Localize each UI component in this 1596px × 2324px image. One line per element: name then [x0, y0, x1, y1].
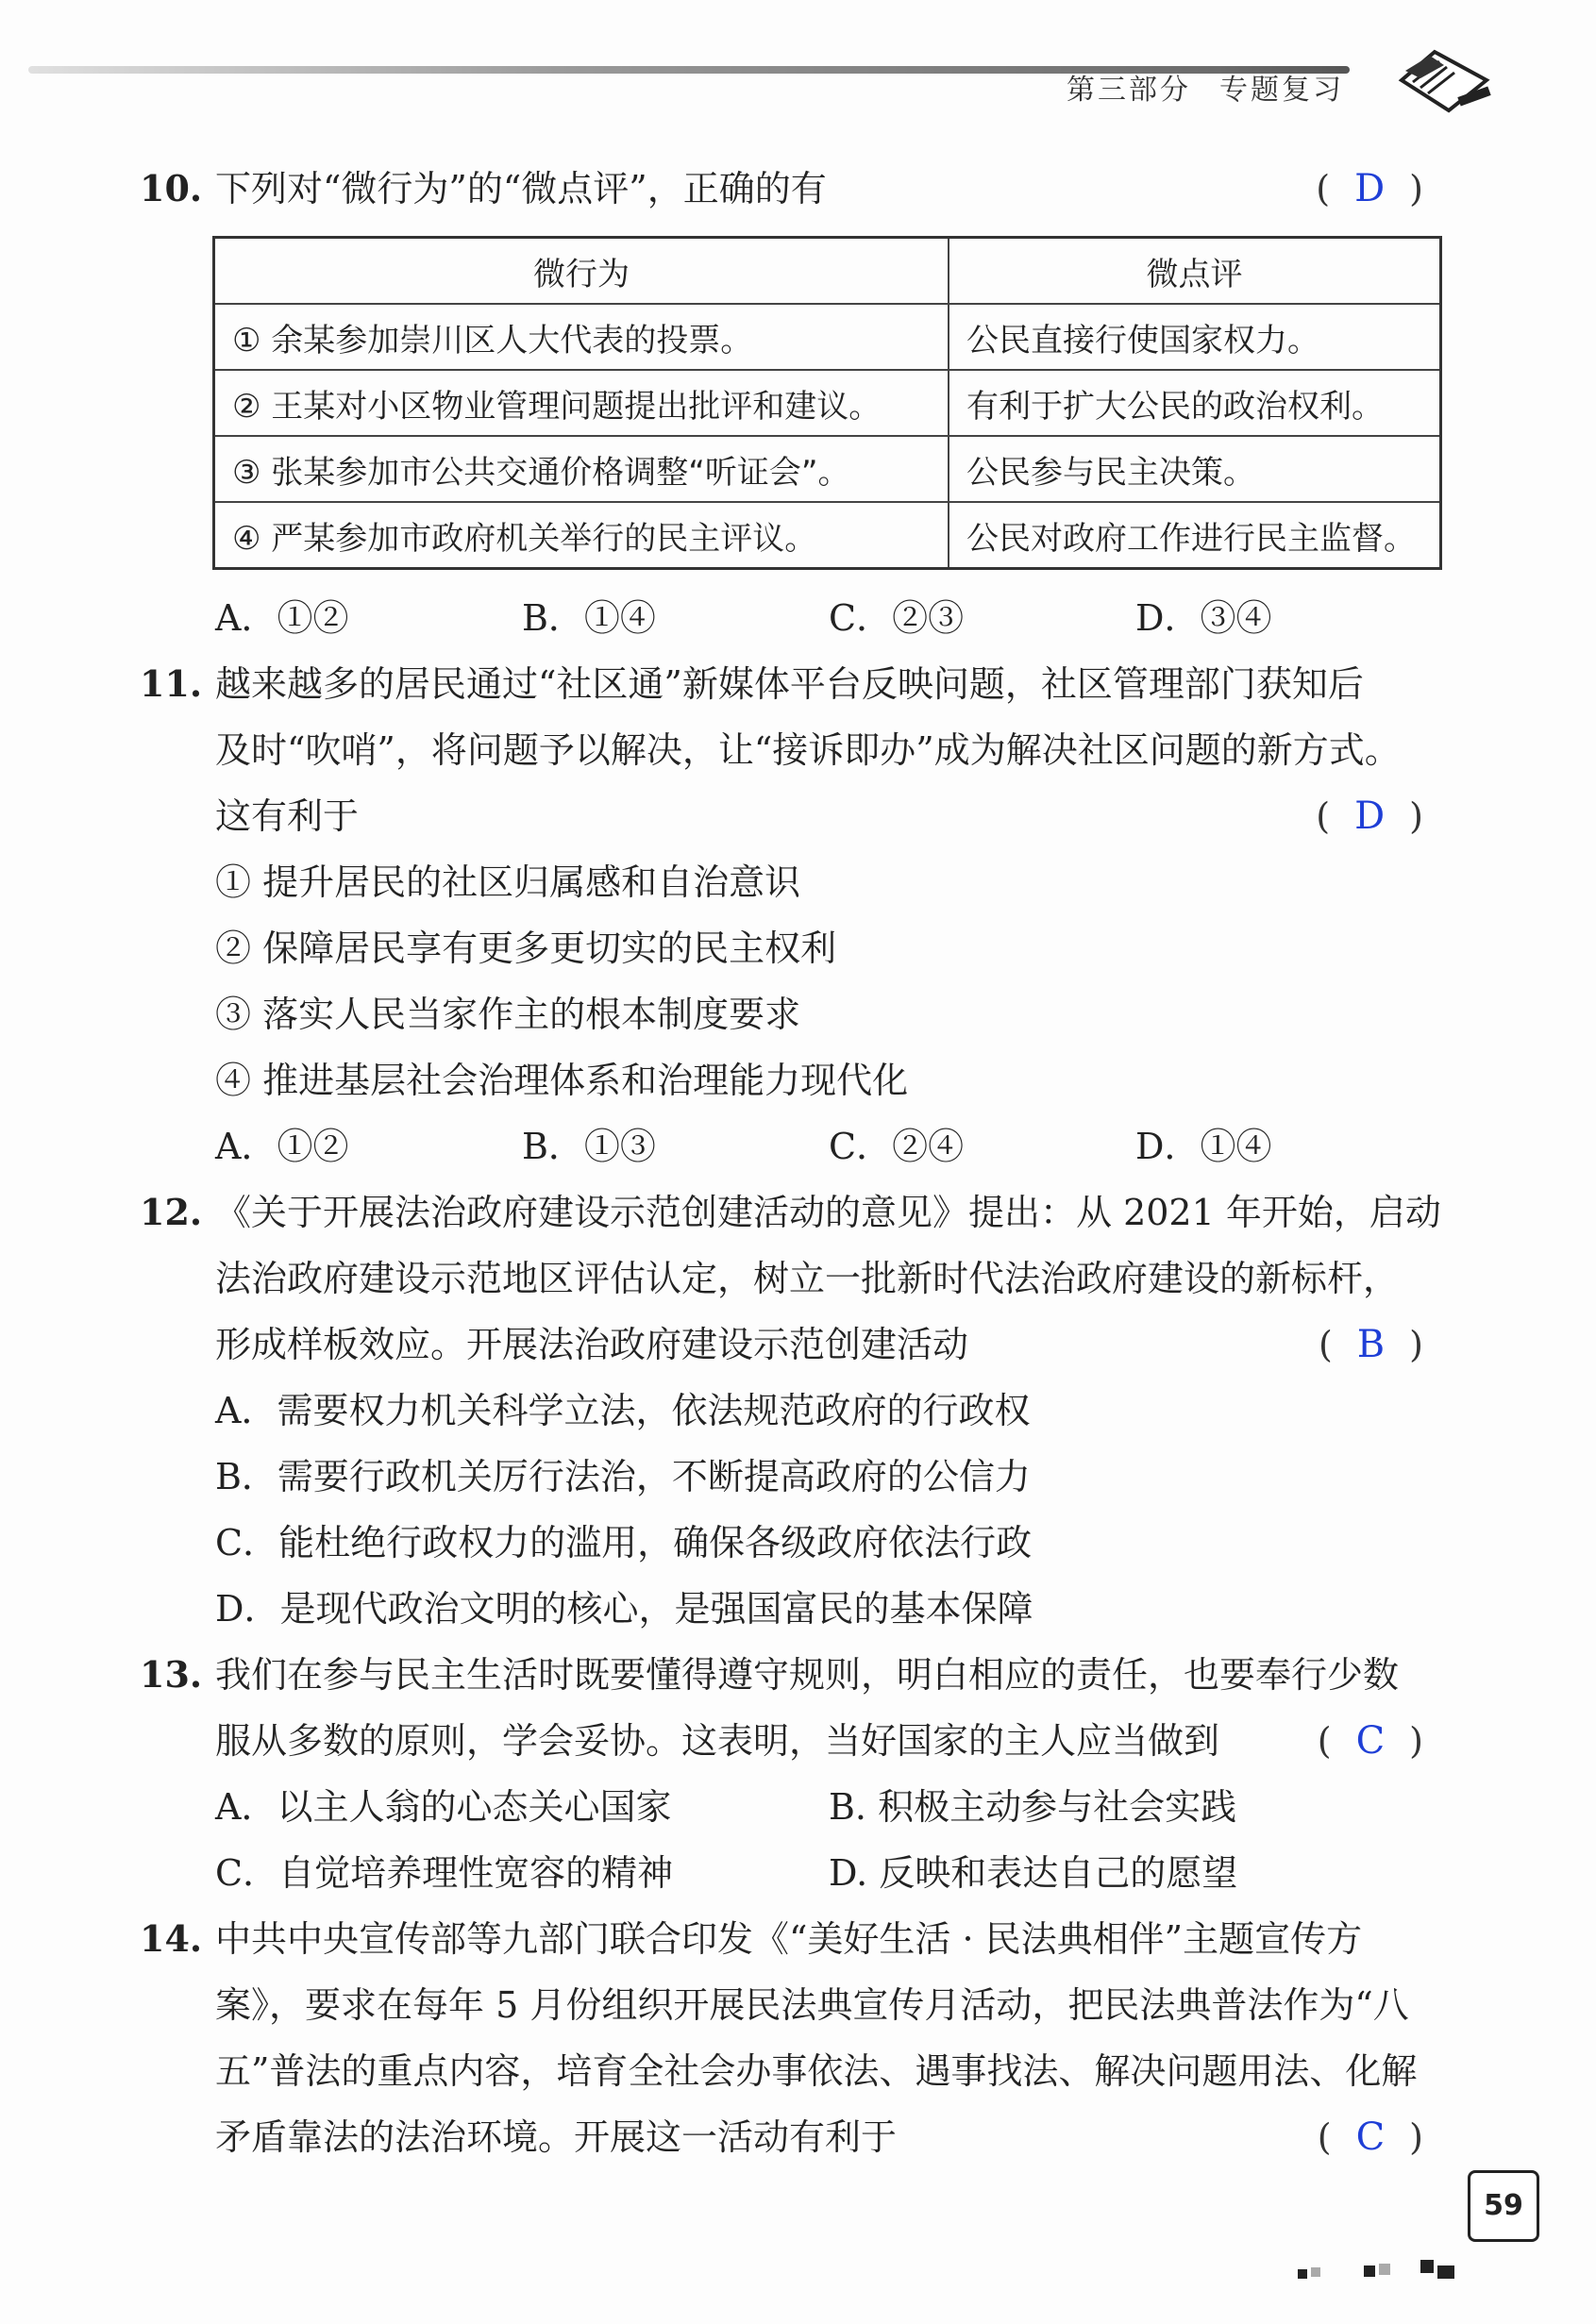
option: C．②③: [829, 597, 965, 639]
option: B．需要行政机关厉行法治，不断提高政府的公信力: [215, 1456, 1031, 1497]
answer-letter: C: [1355, 1719, 1386, 1763]
table-cell: ① 余某参加崇川区人大代表的投票。: [214, 304, 949, 370]
answer-bracket: ( C ): [1317, 1719, 1423, 1763]
question-stem: 下列对“微行为”的“微点评”，正确的有: [215, 168, 827, 209]
table-row: [214, 436, 1441, 502]
question-stem: 及时“吹哨”，将问题予以解决，让“接诉即办”成为解决社区问题的新方式。: [215, 729, 1401, 771]
question-stem: 案》，要求在每年 5 月份组织开展民法典宣传月活动，把民法典普法作为“八: [215, 1984, 1409, 2026]
question-stem: 中共中央宣传部等九部门联合印发《“美好生活 · 民法典相伴”主题宣传方: [215, 1918, 1363, 1960]
table-cell: 公民参与民主决策。: [949, 436, 1441, 502]
question-12: [140, 1179, 1442, 1642]
statement-item: ③ 落实人民当家作主的根本制度要求: [215, 994, 801, 1035]
options-row: [215, 1113, 1442, 1179]
answer-bracket: ( B ): [1318, 1323, 1423, 1366]
header-section: 专题复习: [1219, 74, 1344, 107]
question-13: [140, 1642, 1442, 1906]
option: C．自觉培养理性宽容的精神: [215, 1852, 674, 1894]
question-stem: 五”普法的重点内容，培育全社会办事依法、遇事找法、解决问题用法、化解: [215, 2050, 1418, 2092]
option: A．需要权力机关科学立法，依法规范政府的行政权: [215, 1390, 1031, 1431]
question-stem: 法治政府建设示范地区评估认定，树立一批新时代法治政府建设的新标杆，: [215, 1258, 1400, 1299]
option: C．②④: [829, 1126, 965, 1167]
question-stem: 越来越多的居民通过“社区通”新媒体平台反映问题，社区管理部门获知后: [215, 663, 1364, 705]
option: A．①②: [215, 597, 349, 639]
option: A．以主人翁的心态关心国家: [215, 1786, 672, 1828]
options-row: [215, 1840, 1442, 1906]
answer-bracket: ( D ): [1316, 167, 1423, 210]
table-row: [214, 502, 1441, 569]
question-number: 11.: [140, 662, 203, 705]
option: D．是现代政治文明的核心，是强国富民的基本保障: [215, 1588, 1033, 1630]
answer-letter: D: [1354, 167, 1386, 210]
table-header-cell: 微点评: [949, 238, 1441, 305]
question-number: 13.: [140, 1653, 203, 1696]
answer-letter: B: [1356, 1323, 1386, 1366]
answer-letter: C: [1355, 2115, 1386, 2159]
table-cell: ④ 严某参加市政府机关举行的民主评议。: [214, 502, 949, 569]
table-row: [214, 370, 1441, 436]
table-cell: 公民对政府工作进行民主监督。: [949, 502, 1441, 569]
question-10-options: [140, 585, 1442, 651]
table-cell: ③ 张某参加市公共交通价格调整“听证会”。: [214, 436, 949, 502]
question-stem: 形成样板效应。开展法治政府建设示范创建活动: [215, 1324, 969, 1365]
page-number: 59: [1468, 2170, 1539, 2242]
running-header: [1067, 66, 1372, 108]
question-stem: 《关于开展法治政府建设示范创建活动的意见》提出：从 2021 年开始，启动: [215, 1192, 1441, 1233]
question-14: [140, 1906, 1442, 2170]
option: A．①②: [215, 1126, 349, 1167]
table-cell: ② 王某对小区物业管理问题提出批评和建议。: [214, 370, 949, 436]
question-stem: 服从多数的原则，学会妥协。这表明，当好国家的主人应当做到: [215, 1720, 1220, 1762]
option: B. 积极主动参与社会实践: [829, 1786, 1237, 1828]
question-stem: 矛盾靠法的法治环境。开展这一活动有利于: [215, 2116, 898, 2158]
table-header-cell: 微行为: [214, 238, 949, 305]
question-stem: 我们在参与民主生活时既要懂得遵守规则，明白相应的责任，也要奉行少数: [215, 1654, 1400, 1696]
answer-letter: D: [1354, 794, 1386, 838]
answer-bracket: ( D ): [1316, 794, 1423, 838]
statement-item: ④ 推进基层社会治理体系和治理能力现代化: [215, 1060, 909, 1101]
option: D．①④: [1135, 1126, 1272, 1167]
statement-item: ② 保障居民享有更多更切实的民主权利: [215, 928, 837, 969]
table-cell: 有利于扩大公民的政治权利。: [949, 370, 1441, 436]
table-cell: 公民直接行使国家权力。: [949, 304, 1441, 370]
option: D．③④: [1135, 597, 1272, 639]
notebook-pen-icon: [1392, 42, 1496, 118]
option: C．能杜绝行政权力的滥用，确保各级政府依法行政: [215, 1522, 1033, 1563]
option: D. 反映和表达自己的愿望: [829, 1852, 1238, 1894]
question-number: 12.: [140, 1191, 203, 1233]
question-10: [140, 156, 1442, 222]
answer-bracket: ( C ): [1317, 2115, 1423, 2159]
behavior-comment-table: [212, 236, 1442, 570]
options-row: [215, 585, 1442, 651]
decorative-squares: [1298, 2260, 1468, 2279]
option: B．①③: [522, 1126, 656, 1167]
table-header-row: [214, 238, 1441, 305]
statement-item: ① 提升居民的社区归属感和自治意识: [215, 861, 801, 903]
question-11: [140, 651, 1442, 1179]
question-number: 14.: [140, 1917, 203, 1960]
table-row: [214, 304, 1441, 370]
question-stem: 这有利于: [215, 795, 360, 837]
question-number: 10.: [140, 167, 203, 209]
header-part: 第三部分: [1067, 74, 1191, 107]
options-row: [215, 1774, 1442, 1840]
option: B．①④: [522, 597, 656, 639]
